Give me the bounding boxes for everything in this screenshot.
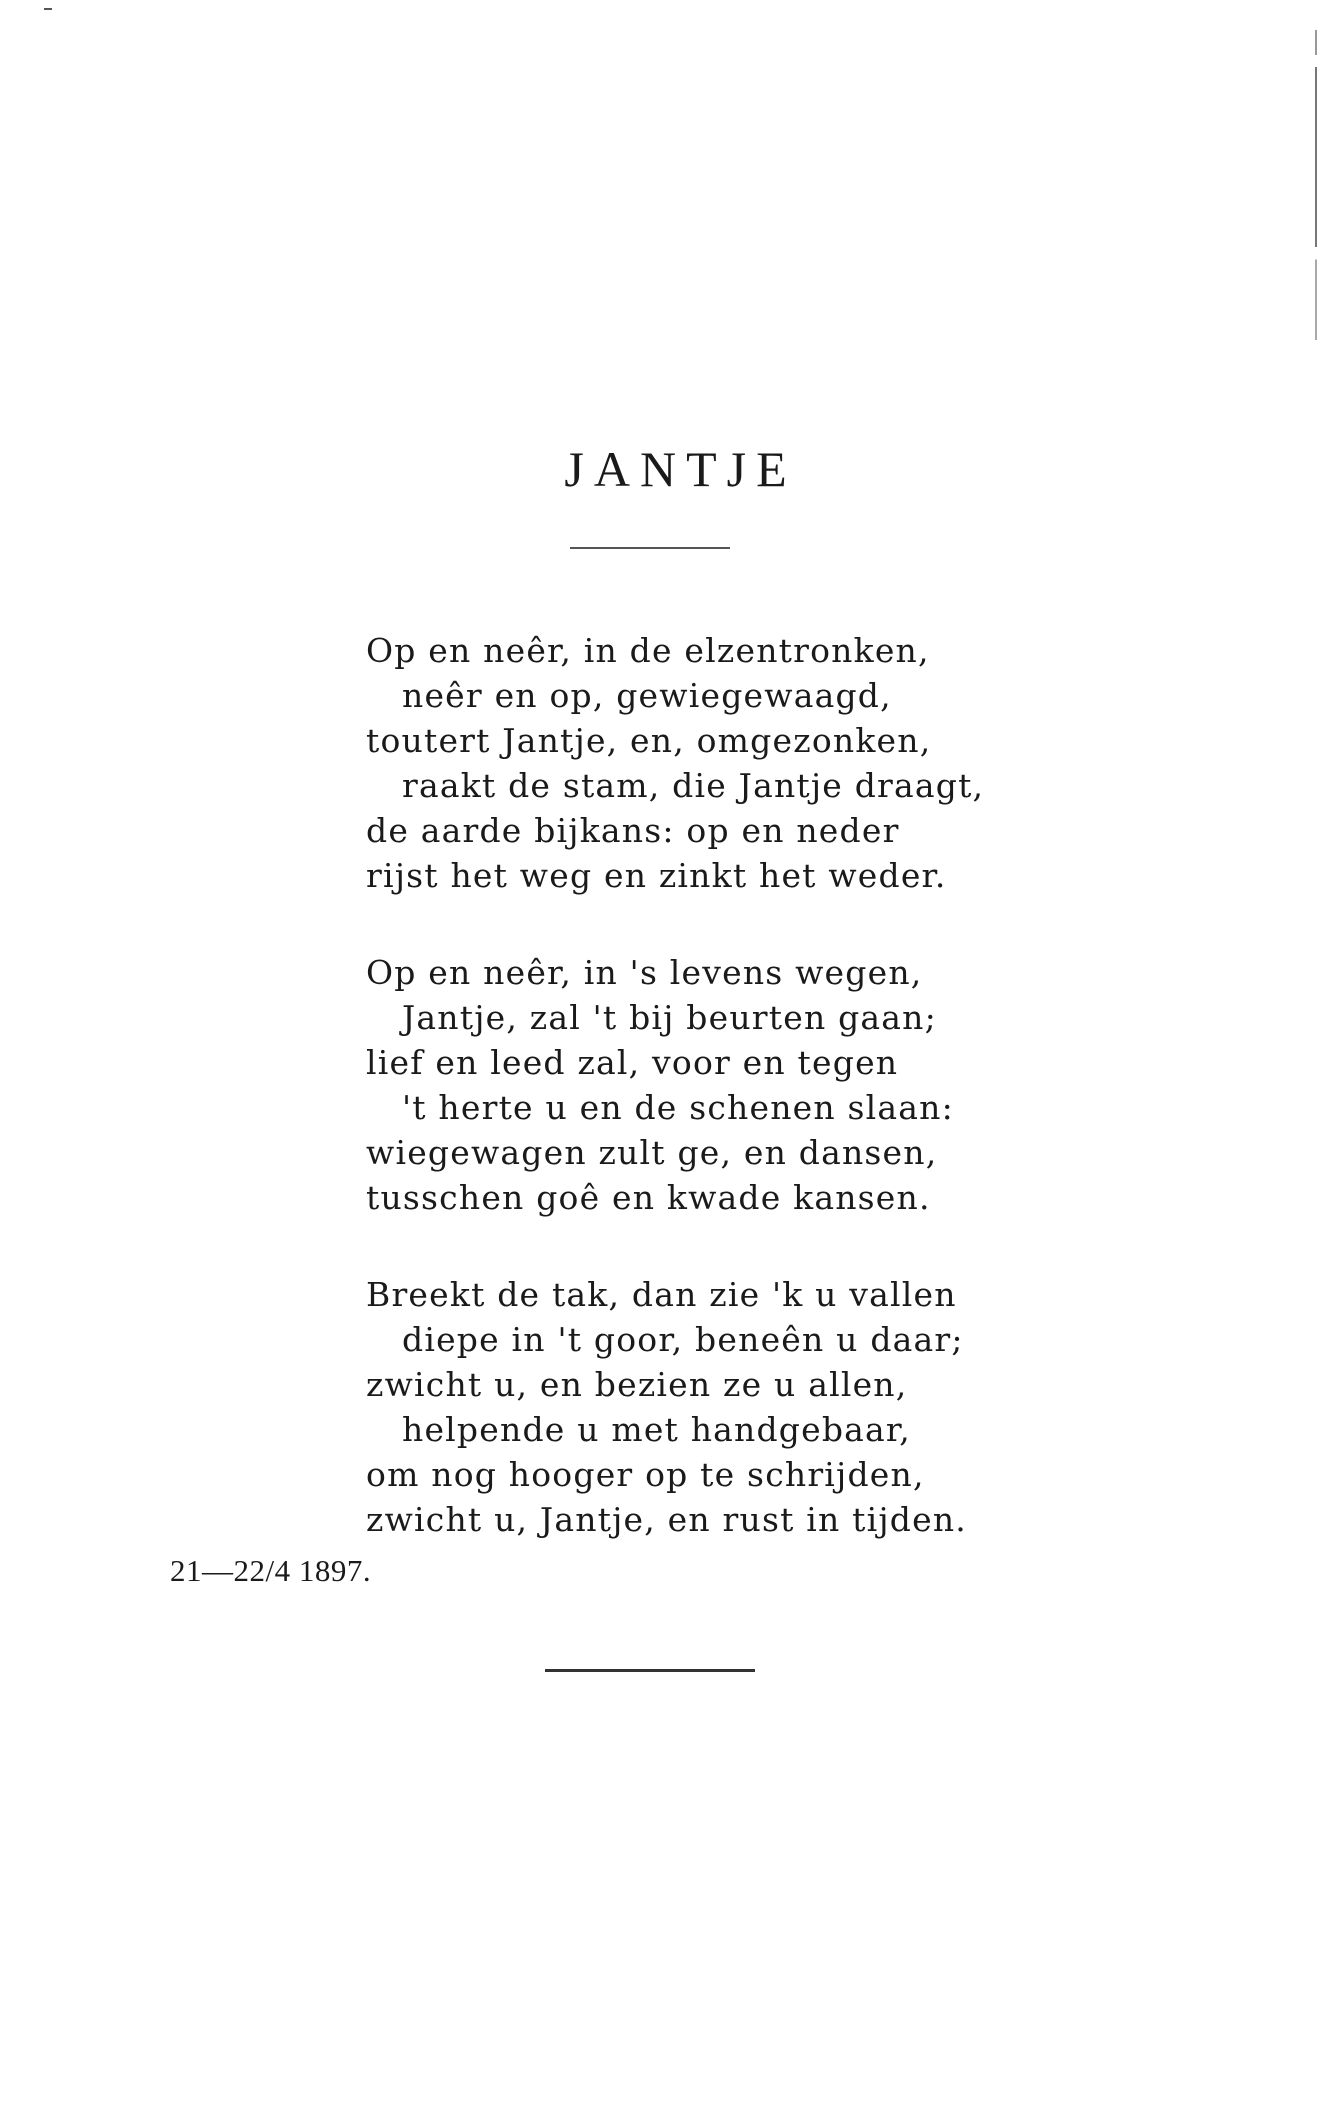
poem-line: zwicht u, Jantje, en rust in tijden.: [366, 1500, 967, 1539]
stanza-3: [366, 1272, 1066, 1542]
poem-line: tusschen goê en kwade kansen.: [366, 1178, 931, 1217]
poem-line: om nog hooger op te schrijden,: [366, 1455, 925, 1494]
stanza-1: [366, 628, 1066, 898]
poem-line: de aarde bijkans: op en neder: [366, 811, 900, 850]
poem-line: lief en leed zal, voor en tegen: [366, 1043, 899, 1082]
margin-scan-line: [1315, 30, 1317, 340]
poem-title: JANTJE: [564, 441, 797, 497]
end-rule: [545, 1669, 755, 1672]
poem-line: 't herte u en de schenen slaan:: [402, 1088, 954, 1127]
poem-line: diepe in 't goor, beneên u daar;: [402, 1320, 964, 1359]
poem-line: wiegewagen zult ge, en dansen,: [366, 1133, 938, 1172]
scan-mark: [44, 8, 52, 10]
stanza-2: [366, 950, 1066, 1220]
poem-line: Op en neêr, in de elzentronken,: [366, 631, 930, 670]
poem-date: 21—22/4 1897.: [170, 1553, 372, 1588]
poem-line: Jantje, zal 't bij beurten gaan;: [402, 998, 937, 1037]
poem-line: raakt de stam, die Jantje draagt,: [402, 766, 985, 805]
poem-body: [366, 628, 1066, 1594]
poem-line: Breekt de tak, dan zie 'k u vallen: [366, 1275, 957, 1314]
poem-line: rijst het weg en zinkt het weder.: [366, 856, 947, 895]
poem-line: neêr en op, gewiegewaagd,: [402, 676, 892, 715]
poem-line: zwicht u, en bezien ze u allen,: [366, 1365, 908, 1404]
poem-line: toutert Jantje, en, omgezonken,: [366, 721, 932, 760]
poem-line: helpende u met handgebaar,: [402, 1410, 911, 1449]
poem-line: Op en neêr, in 's levens wegen,: [366, 953, 923, 992]
title-rule: [570, 547, 730, 549]
